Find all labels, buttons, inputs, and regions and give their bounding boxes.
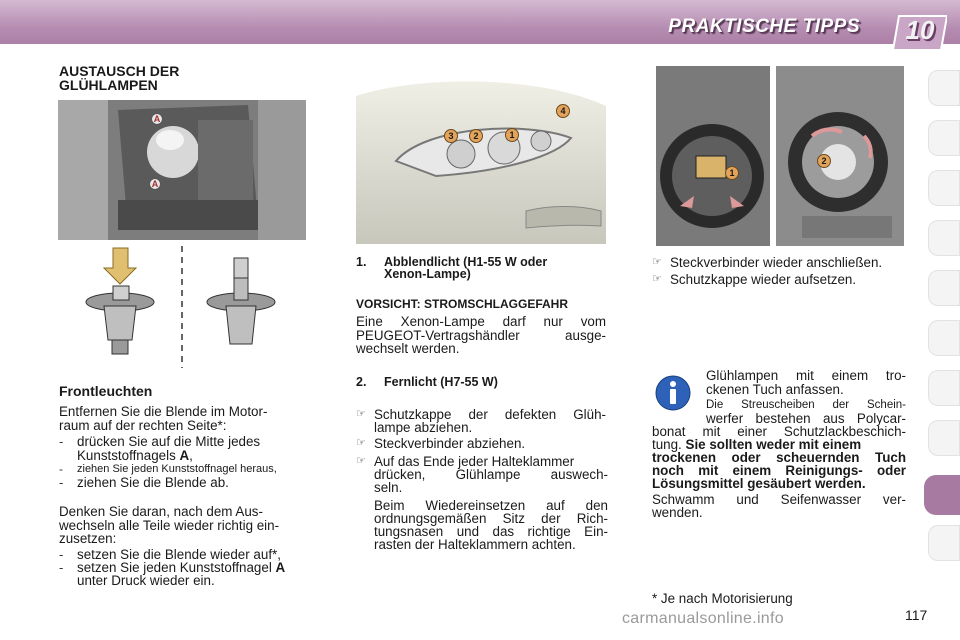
- pointing-hand-icon: ☞: [356, 437, 366, 449]
- step-text: ziehen Sie jeden Kunststoffnagel heraus,: [77, 463, 277, 475]
- bullet-text: Steckverbinder abziehen.: [374, 436, 526, 451]
- step-text: ,: [189, 448, 193, 463]
- reinstall-note: tungsnasen und das richtige Ein-: [374, 524, 608, 539]
- note-line: werfer bestehen aus Polycar-: [706, 411, 906, 426]
- connector-number-label: 2: [817, 154, 831, 168]
- chapter-tab[interactable]: [928, 370, 960, 406]
- note-line: bonat mit einer Schutzlackbeschich-: [652, 424, 906, 439]
- dash-marker: -: [59, 475, 64, 490]
- header-divider: [0, 44, 960, 54]
- plastic-clip-figure: [58, 240, 306, 372]
- caution-title: VORSICHT: STROMSCHLAGGEFAHR: [356, 297, 569, 311]
- bullet-text: Steckverbinder wieder anschließen.: [670, 255, 883, 270]
- dash-marker: -: [59, 547, 64, 562]
- note-line: Glühlampen mit einem tro-: [706, 368, 906, 383]
- note-warning: trockenen oder scheuernden Tuch: [652, 450, 906, 465]
- lamp-number-label: 2: [469, 129, 483, 143]
- label-a-ref: A: [179, 448, 190, 463]
- label-a: A: [151, 113, 163, 125]
- reinstall-line: wechseln alle Teile wieder richtig ein-: [59, 518, 280, 533]
- intro-line: Entfernen Sie die Blende im Motor-: [59, 404, 268, 419]
- engine-bay-figure: [58, 100, 306, 240]
- caution-line: wechselt werden.: [356, 341, 460, 356]
- pointing-hand-icon: ☞: [652, 273, 662, 285]
- reinstall-note: Beim Wiedereinsetzen auf den: [374, 498, 608, 513]
- chapter-tab[interactable]: [928, 70, 960, 106]
- bullet-text-continued: seln.: [374, 480, 403, 495]
- chapter-tab[interactable]: [928, 525, 960, 561]
- chapter-tab[interactable]: [928, 320, 960, 356]
- pointing-hand-icon: ☞: [356, 408, 366, 420]
- bullet-text-continued: drücken, Glühlampe auswech-: [374, 467, 608, 482]
- bullet-text-continued: lampe abziehen.: [374, 420, 473, 435]
- note-warning: noch mit einem Reinigungs- oder: [652, 463, 906, 478]
- item-title: Xenon-Lampe): [384, 267, 471, 281]
- intro-line: raum auf der rechten Seite*:: [59, 418, 227, 433]
- connector-number-label: 1: [725, 166, 739, 180]
- reinstall-line: Denken Sie daran, nach dem Aus-: [59, 504, 263, 519]
- dash-marker: -: [59, 462, 63, 476]
- chapter-number: 10: [905, 15, 935, 45]
- footnote: * Je nach Motorisierung: [652, 591, 793, 606]
- subheading-frontleuchten: Frontleuchten: [59, 383, 153, 399]
- step-item-continued: [77, 449, 309, 463]
- note-line: wenden.: [652, 505, 703, 520]
- caution-line: Eine Xenon-Lampe darf nur vom: [356, 314, 606, 329]
- lamp-number-label: 3: [444, 129, 458, 143]
- page-number: 117: [905, 607, 928, 623]
- watermark: carmanualsonline.info: [622, 610, 784, 627]
- bullet-text: Schutzkappe der defekten Glüh-: [374, 407, 606, 422]
- lamp-housing-figure: [652, 66, 904, 246]
- note-line: Schwamm und Seifenwasser ver-: [652, 492, 906, 507]
- item-title: Abblendlicht (H1-55 W oder: [384, 255, 548, 269]
- chapter-tab[interactable]: [928, 170, 960, 206]
- reinstall-note: ordnungsgemäßen Sitz der Rich-: [374, 511, 608, 526]
- step-text: setzen Sie die Blende wieder auf*,: [77, 547, 281, 562]
- lamp-number-label: 1: [505, 128, 519, 142]
- note-line: ckenen Tuch anfassen.: [706, 382, 844, 397]
- bullet-text: Auf das Ende jeder Halteklammer: [374, 454, 575, 469]
- note-warning: Lösungsmittel gesäubert werden.: [652, 476, 866, 491]
- chapter-tab-active[interactable]: [924, 475, 960, 515]
- lamp-number-label: 4: [556, 104, 570, 118]
- note-line: Die Streuscheiben der Schein-: [706, 399, 906, 411]
- step-text-continued: unter Druck wieder ein.: [77, 573, 215, 588]
- chapter-tab[interactable]: [928, 270, 960, 306]
- dash-marker: -: [59, 560, 64, 575]
- info-icon: [655, 375, 691, 411]
- label-a: A: [149, 178, 161, 190]
- pointing-hand-icon: ☞: [652, 256, 662, 268]
- section-title-line1: AUSTAUSCH DER: [59, 63, 180, 79]
- chapter-tab[interactable]: [928, 220, 960, 256]
- chapter-tab[interactable]: [928, 120, 960, 156]
- section-title-line2: GLÜHLAMPEN: [59, 77, 158, 93]
- label-a-ref: A: [275, 560, 286, 575]
- note-warning: Sie sollten weder mit einem: [685, 437, 862, 452]
- pointing-hand-icon: ☞: [356, 455, 366, 467]
- bullet-text: Schutzkappe wieder aufsetzen.: [670, 272, 857, 287]
- step-text: Kunststoffnagels: [77, 448, 180, 463]
- step-text: setzen Sie jeden Kunststoffnagel: [77, 560, 276, 575]
- item-number: 1.: [356, 255, 367, 269]
- headlamp-car-figure: [356, 66, 606, 244]
- step-text: ziehen Sie die Blende ab.: [77, 475, 229, 490]
- page-title: PRAKTISCHE TIPPS: [668, 16, 860, 37]
- dash-marker: -: [59, 434, 64, 449]
- chapter-tab[interactable]: [928, 420, 960, 456]
- item-number: 2.: [356, 375, 367, 389]
- caution-line: PEUGEOT-Vertragshändler ausge-: [356, 328, 606, 343]
- step-text: drücken Sie auf die Mitte jedes: [77, 434, 261, 449]
- note-text: tung.: [652, 437, 686, 452]
- item-title: Fernlicht (H7-55 W): [384, 375, 498, 389]
- reinstall-note: rasten der Halteklammern achten.: [374, 537, 576, 552]
- reinstall-line: zusetzen:: [59, 531, 117, 546]
